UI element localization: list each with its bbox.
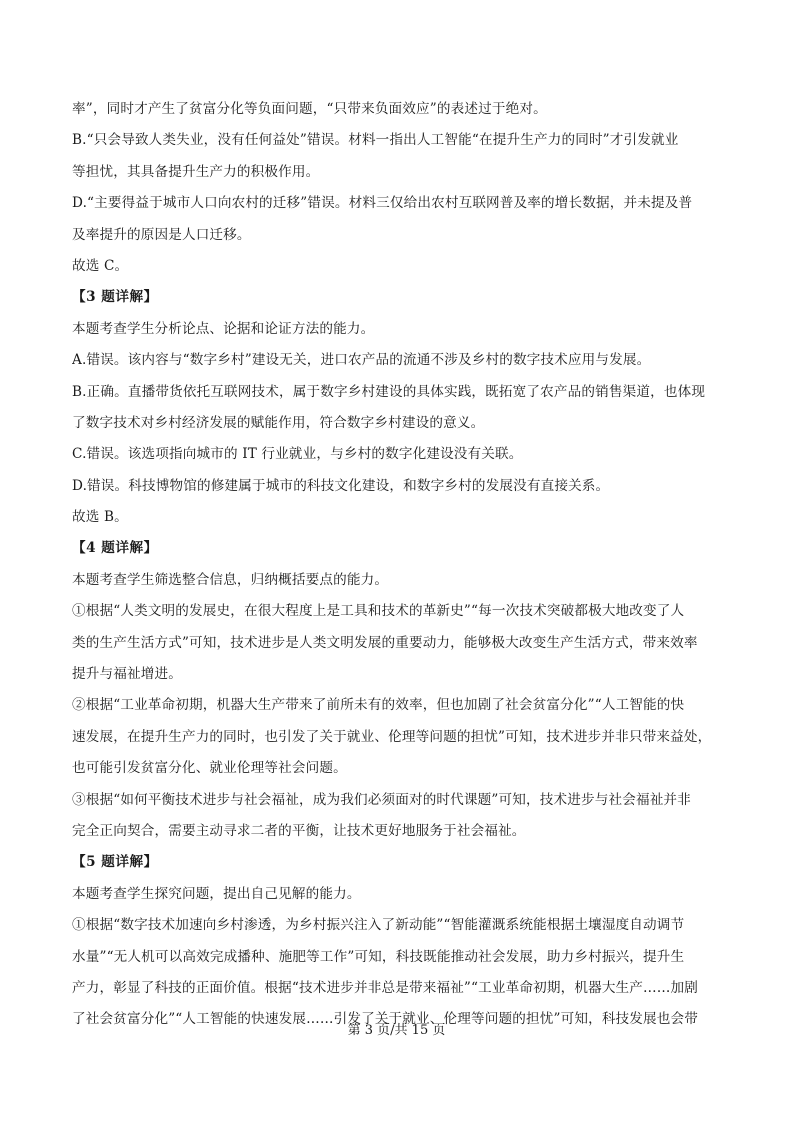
text-line: 故选 C。 (72, 257, 129, 274)
text-line: 本题考查学生分析论点、论据和论证方法的能力。 (72, 320, 375, 337)
text-line: 类的生产生活方式”可知，技术进步是人类文明发展的重要动力，能够极大改变生产生活方式，带来效率 (72, 634, 698, 651)
text-line: 也可能引发贫富分化、就业伦理等社会问题。 (72, 760, 347, 777)
page-footer: 第 3 页/共 15 页 (347, 1023, 446, 1038)
text-line: ①根据“人类文明的发展史，在很大程度上是工具和技术的革新史”“每一次技术突破都极大地改变了人 (72, 603, 685, 620)
section-heading: 【5 题详解】 (72, 854, 158, 871)
text-line: 等担忧，其具备提升生产力的积极作用。 (72, 163, 320, 180)
text-line: 了数字技术对乡村经济发展的赋能作用，符合数字乡村建设的意义。 (72, 414, 485, 431)
text-line: ③根据“如何平衡技术进步与社会福祉，成为我们必须面对的时代课题”可知，技术进步与社会福祉并非 (72, 791, 691, 808)
text-line: 完全正向契合，需要主动寻求二者的平衡，让技术更好地服务于社会福祉。 (72, 822, 526, 839)
text-line: D.错误。科技博物馆的修建属于城市的科技文化建设，和数字乡村的发展没有直接关系。 (72, 477, 610, 494)
text-line: 水量”“无人机可以高效完成播种、施肥等工作”可知，科技既能推动社会发展，助力乡村振兴，提升生 (72, 948, 685, 965)
text-line: B.正确。直播带货依托互联网技术，属于数字乡村建设的具体实践，既拓宽了农产品的销售渠道，也体现 (72, 383, 706, 400)
text-line: B.“只会导致人类失业，没有任何益处”错误。材料一指出人工智能“在提升生产力的同时”才引发就业 (72, 132, 679, 149)
section-heading: 【4 题详解】 (72, 540, 158, 557)
text-line: D.“主要得益于城市人口向农村的迁移”错误。材料三仅给出农村互联网普及率的增长数据，并未提及普 (72, 195, 693, 212)
text-line: 本题考查学生筛选整合信息，归纳概括要点的能力。 (72, 571, 389, 588)
document-body (72, 94, 724, 1036)
section-heading: 【3 题详解】 (72, 289, 158, 306)
text-line: ②根据“工业革命初期，机器大生产带来了前所未有的效率，但也加剧了社会贫富分化”“人工智能的快 (72, 697, 685, 714)
text-line: 本题考查学生探究问题，提出自己见解的能力。 (72, 885, 361, 902)
text-line: A.错误。该内容与“数字乡村”建设无关，进口农产品的流通不涉及乡村的数字技术应用与发展。 (72, 352, 651, 369)
text-line: C.错误。该选项指向城市的 IT 行业就业，与乡村的数字化建设没有关联。 (72, 446, 523, 463)
text-line: 及率提升的原因是人口迁移。 (72, 226, 251, 243)
text-line: 了社会贫富分化”“人工智能的快速发展……引发了关于就业、伦理等问题的担忧”可知，科技发展也会带 (72, 1011, 699, 1028)
text-line: 产力，彰显了科技的正面价值。根据“技术进步并非总是带来福祉”“工业革命初期，机器大生产……加剧 (72, 979, 699, 996)
text-line: 提升与福祉增进。 (72, 666, 182, 683)
text-line: 故选 B。 (72, 509, 128, 526)
text-line: 速发展，在提升生产力的同时，也引发了关于就业、伦理等问题的担忧”可知，技术进步并非只带来益处， (72, 728, 712, 745)
text-line: ①根据“数字技术加速向乡村渗透，为乡村振兴注入了新动能”“智能灌溉系统能根据土壤湿度自动调节 (72, 917, 685, 934)
text-line: 率”，同时才产生了贫富分化等负面问题，“只带来负面效应”的表述过于绝对。 (72, 101, 547, 117)
